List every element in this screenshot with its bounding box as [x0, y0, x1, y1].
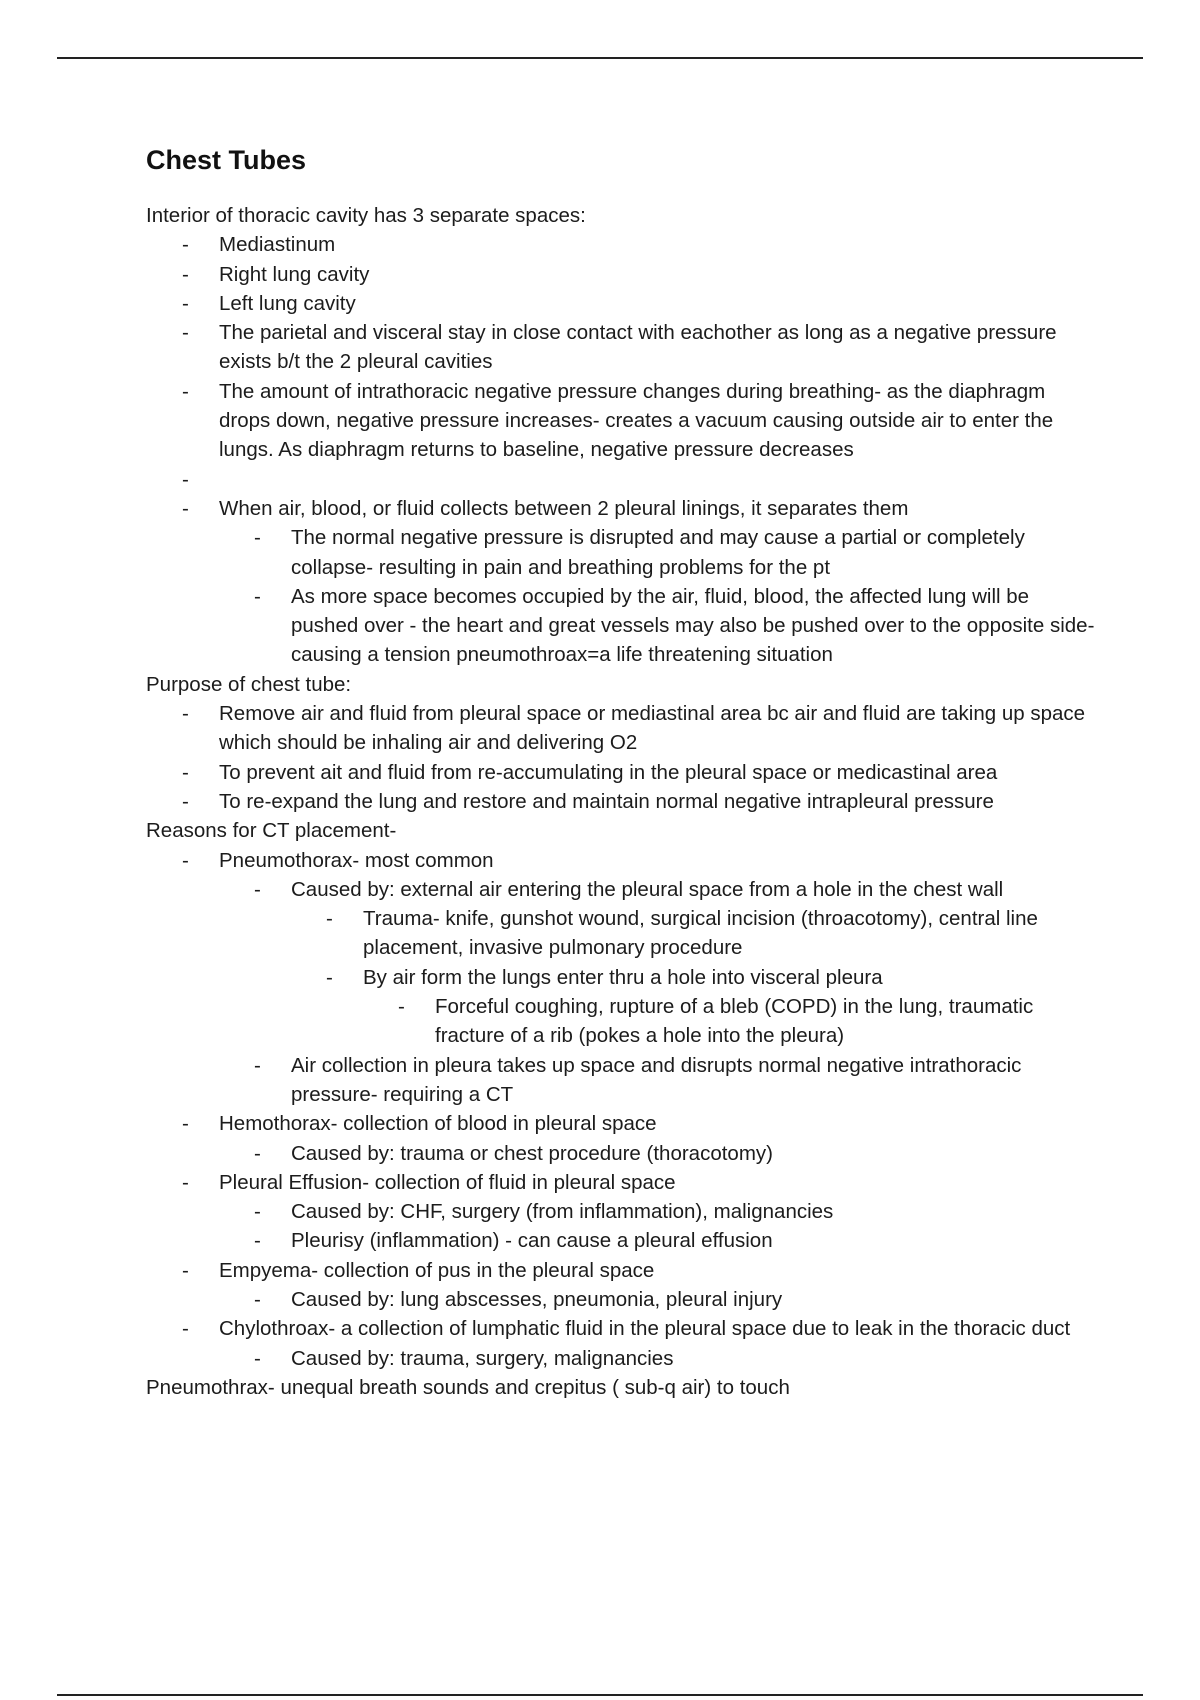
line-text: Caused by: CHF, surgery (from inflammation), malignancies [291, 1200, 834, 1224]
line-text: The normal negative pressure is disrupted and may cause a partial or completely collapse- resulting in pain and breathing problems for the pt [291, 526, 1025, 579]
bullet-dash: - [254, 526, 261, 550]
list-item [146, 1051, 1096, 1110]
bullet-dash: - [182, 467, 189, 491]
line-text: The amount of intrathoracic negative pressure changes during breathing- as the diaphragm drops down, negative pressure increases- creates a vacuum causing outside air to enter the lungs. As diaphragm returns to baseline, negative pressure decreases [219, 379, 1054, 462]
list-item [146, 1197, 1096, 1226]
line-text: Empyema- collection of pus in the pleural space [219, 1258, 655, 1282]
line-text: Air collection in pleura takes up space and disrupts normal negative intrathoracic pressure- requiring a CT [291, 1053, 1022, 1106]
bullet-dash: - [254, 584, 261, 608]
bullet-dash: - [182, 496, 189, 520]
line-text: Pneumothorax- most common [219, 848, 494, 872]
bullet-dash: - [326, 907, 333, 931]
list-item [146, 465, 1096, 494]
list-item [146, 494, 1096, 523]
document-body [146, 143, 1096, 1402]
line-text: To prevent ait and fluid from re-accumulating in the pleural space or medicastinal area [219, 760, 998, 784]
bullet-dash: - [254, 1200, 261, 1224]
line-text: Hemothorax- collection of blood in pleural space [219, 1112, 657, 1136]
list-item [146, 1256, 1096, 1285]
line-text: Caused by: trauma or chest procedure (thoracotomy) [291, 1141, 773, 1165]
bullet-dash: - [398, 995, 405, 1019]
bullet-dash: - [254, 1287, 261, 1311]
list-item [146, 699, 1096, 758]
list-item [146, 523, 1096, 582]
list-item [146, 1226, 1096, 1255]
list-item [146, 875, 1096, 904]
bullet-dash: - [182, 702, 189, 726]
list-item [146, 963, 1096, 992]
document-lines [146, 201, 1096, 1402]
line-text: Right lung cavity [219, 262, 370, 286]
bullet-dash: - [182, 262, 189, 286]
list-item [146, 1344, 1096, 1373]
paragraph [146, 670, 1096, 699]
list-item [146, 992, 1096, 1051]
line-text: Forceful coughing, rupture of a bleb (COPD) in the lung, traumatic fracture of a rib (pokes a hole into the pleura) [435, 995, 1034, 1048]
line-text: Chylothroax- a collection of lumphatic fluid in the pleural space due to leak in the thoracic duct [219, 1317, 1071, 1341]
line-text: Left lung cavity [219, 291, 356, 315]
line-text: Caused by: trauma, surgery, malignancies [291, 1346, 674, 1370]
list-item [146, 1139, 1096, 1168]
paragraph [146, 816, 1096, 845]
bullet-dash: - [254, 1141, 261, 1165]
list-item [146, 1285, 1096, 1314]
bullet-dash: - [254, 1229, 261, 1253]
list-item [146, 377, 1096, 465]
header-rule [57, 57, 1143, 59]
line-text: When air, blood, or fluid collects between 2 pleural linings, it separates them [219, 496, 909, 520]
list-item [146, 318, 1096, 377]
bullet-dash: - [182, 1112, 189, 1136]
line-text: To re-expand the lung and restore and maintain normal negative intrapleural pressure [219, 789, 994, 813]
list-item [146, 1109, 1096, 1138]
list-item [146, 1314, 1096, 1343]
list-item [146, 787, 1096, 816]
line-text: Pneumothrax- unequal breath sounds and crepitus ( sub-q air) to touch [146, 1375, 790, 1399]
line-text: Interior of thoracic cavity has 3 separate spaces: [146, 204, 586, 227]
list-item [146, 1168, 1096, 1197]
bullet-dash: - [182, 321, 189, 345]
bullet-dash: - [182, 848, 189, 872]
bullet-dash: - [326, 965, 333, 989]
line-text: Caused by: external air entering the pleural space from a hole in the chest wall [291, 877, 1004, 901]
bullet-dash: - [182, 760, 189, 784]
bullet-dash: - [254, 1053, 261, 1077]
line-text: Pleural Effusion- collection of fluid in pleural space [219, 1170, 676, 1194]
line-text: Remove air and fluid from pleural space or mediastinal area bc air and fluid are taking up space which should be inhaling air and delivering O2 [219, 702, 1086, 755]
list-item [146, 582, 1096, 670]
document-title: Chest Tubes [146, 145, 307, 175]
bullet-dash: - [254, 877, 261, 901]
paragraph [146, 1373, 1096, 1402]
bullet-dash: - [182, 291, 189, 315]
footer-rule [57, 1694, 1143, 1696]
list-item [146, 289, 1096, 318]
list-item [146, 260, 1096, 289]
line-text: Mediastinum [219, 233, 336, 257]
line-text: Caused by: lung abscesses, pneumonia, pleural injury [291, 1287, 783, 1311]
list-item [146, 230, 1096, 259]
bullet-dash: - [182, 1170, 189, 1194]
list-item [146, 904, 1096, 963]
paragraph [146, 201, 1096, 230]
line-text: Reasons for CT placement- [146, 819, 397, 843]
bullet-dash: - [182, 1317, 189, 1341]
bullet-dash: - [182, 789, 189, 813]
line-text: By air form the lungs enter thru a hole into visceral pleura [363, 965, 883, 989]
line-text: Trauma- knife, gunshot wound, surgical incision (throacotomy), central line placement, invasive pulmonary procedure [363, 907, 1038, 960]
bullet-dash: - [182, 379, 189, 403]
line-text: As more space becomes occupied by the air, fluid, blood, the affected lung will be pushed over - the heart and great vessels may also be pushed over to the opposite side- causing a tension pneumothroax=a life threatening situation [291, 584, 1095, 667]
list-item [146, 846, 1096, 875]
bullet-dash: - [182, 1258, 189, 1282]
list-item [146, 758, 1096, 787]
line-text: The parietal and visceral stay in close contact with eachother as long as a negative pressure exists b/t the 2 pleural cavities [219, 321, 1057, 374]
bullet-dash: - [182, 233, 189, 257]
line-text: Purpose of chest tube: [146, 672, 352, 696]
line-text: Pleurisy (inflammation) - can cause a pleural effusion [291, 1229, 773, 1253]
bullet-dash: - [254, 1346, 261, 1370]
